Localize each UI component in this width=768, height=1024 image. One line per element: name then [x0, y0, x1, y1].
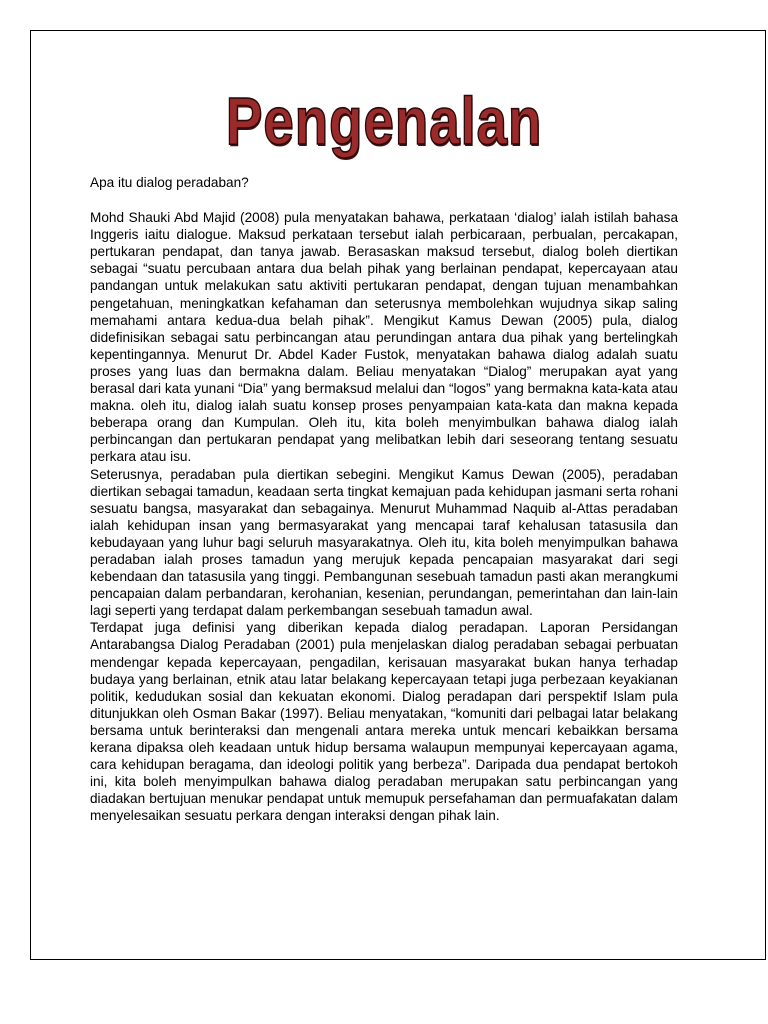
- page-title: Pengenalan: [225, 84, 543, 159]
- question-line: Apa itu dialog peradaban?: [90, 175, 249, 190]
- document-body: [90, 174, 678, 824]
- title-wrap: [0, 82, 768, 162]
- paragraph-dialog-definition: Mohd Shauki Abd Majid (2008) pula menyatakan bahawa, perkataan ‘dialog’ ialah istilah bahasa Inggeris iaitu dialogue. Maksud perkataan tersebut ialah perbicaraan, perbualan, percakapan, pertukaran pendapat, dan tanya jawab. Berasaskan maksud tersebut, dialog boleh diertikan sebagai “suatu percubaan antara dua belah pihak yang berlainan pendapat, kepercayaan atau pandangan untuk melakukan satu aktiviti pertukaran pendapat, dengan tujuan menambahkan pengetahuan, meningkatkan kefahaman dan seterusnya membolehkan wujudnya sikap saling memahami antara kedua-dua belah pihak”. Mengikut Kamus Dewan (2005) pula, dialog didefinisikan sebagai satu perbincangan atau perundingan antara dua pihak yang bertelingkah kepentingannya. Menurut Dr. Abdel Kader Fustok, menyatakan bahawa dialog adalah suatu proses yang luas dan bermakna dalam. Beliau menyatakan “Dialog” merupakan ayat yang berasal dari kata yunani “Dia” yang bermaksud melalui dan “logos” yang bermakna kata-kata atau makna. oleh itu, dialog ialah suatu konsep proses penyampaian kata-kata dan makna kepada beberapa orang dan Kumpulan. Oleh itu, kita boleh menyimbulkan bahawa dialog ialah perbincangan dan pertukaran pendapat yang melibatkan lebih dari seseorang tentang sesuatu perkara atau isu.: [90, 210, 678, 465]
- paragraph-peradaban-definition: Seterusnya, peradaban pula diertikan sebegini. Mengikut Kamus Dewan (2005), peradaban diertikan sebagai tamadun, keadaan serta tingkat kemajuan pada kehidupan jasmani serta rohani sesuatu bangsa, masyarakat dan sebagainya. Menurut Muhammad Naquib al-Attas peradaban ialah kehidupan insan yang bermasyarakat yang mencapai taraf kehalusan tatasusila dan kebudayaan yang luhur bagi seluruh masyarakatnya. Oleh itu, kita boleh menyimpulkan bahawa peradaban ialah proses tamadun yang merujuk kepada pencapaian masyarakat dari segi kebendaan dan tatasusila yang tinggi. Pembangunan sesebuah tamadun pasti akan merangkumi pencapaian dalam perbandaran, kerohanian, kesenian, perundangan, pemerintahan dan lain-lain lagi seperti yang terdapat dalam perkembangan sesebuah tamadun awal.: [90, 466, 678, 619]
- paragraph-dialog-peradaban: Terdapat juga definisi yang diberikan kepada dialog peradapan. Laporan Persidangan Antarabangsa Dialog Peradaban (2001) pula menjelaskan dialog peradaban sebagai perbuatan mendengar kepada kepercayaan, pengadilan, kerisauan masyarakat bukan hanya terhadap budaya yang berlainan, etnik atau latar belakang kepercayaan tetapi juga perbezaan keyakianan politik, kedudukan sosial dan kekuatan ekonomi. Dialog peradapan dari perspektif Islam pula ditunjukkan oleh Osman Bakar (1997). Beliau menyatakan, “komuniti dari pelbagai latar belakang bersama untuk berinteraksi dan mengenali antara mereka untuk mencari kebaikkan bersama kerana dipaksa oleh keadaan untuk hidup bersama walaupun mempunyai kepercayaan agama, cara kehidupan beragama, dan ideologi politik yang berbeza”. Daripada dua pendapat bertokoh ini, kita boleh menyimpulkan bahawa dialog peradaban merupakan satu perbincangan yang diadakan bertujuan menukar pendapat untuk memupuk persefahaman dan permuafakatan dalam menyelesaikan sesuatu perkara dengan interaksi dengan pihak lain.: [90, 620, 678, 824]
